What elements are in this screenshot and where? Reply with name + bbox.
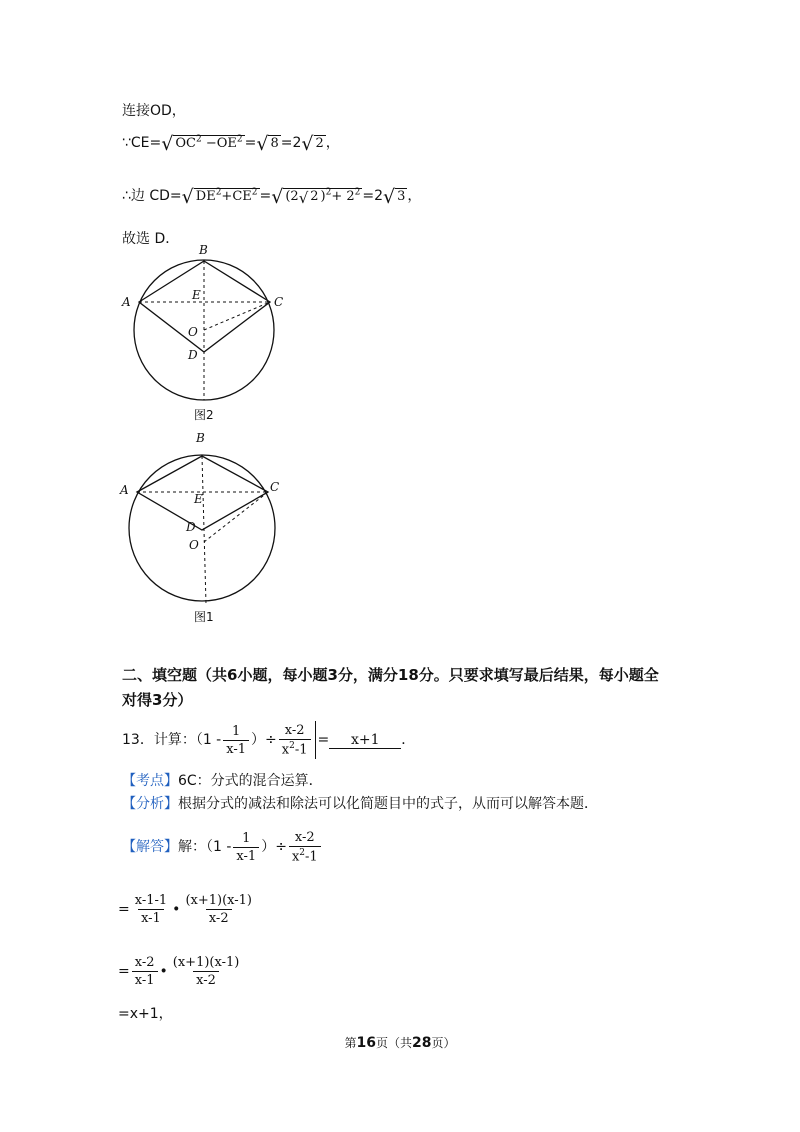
den-exp: 2: [299, 848, 306, 858]
term-oe: OE: [216, 136, 237, 151]
kaodian-tag: 【考点】: [122, 773, 178, 789]
fenxi-tag: 【分析】: [122, 796, 178, 812]
fraction-numerator: x-1-1: [134, 893, 168, 908]
radical-sign: √: [256, 133, 269, 155]
footer-post: 页）: [431, 1036, 456, 1050]
comma: ，: [325, 135, 340, 151]
footer-page-number: 16: [356, 1035, 376, 1051]
fig1-circle: [129, 455, 275, 601]
radical-sign: √: [383, 186, 396, 208]
equals: =: [244, 135, 257, 151]
step-1: [118, 893, 257, 926]
radicand-expansion: [283, 187, 362, 207]
q13-fraction-2: [279, 723, 311, 757]
radicand-oc-oe: $OC^2 -OE^2$: [175, 134, 243, 151]
fraction-denominator: x-2: [206, 909, 232, 926]
text-line-connect-od: 连接OD，: [122, 103, 186, 119]
fraction-denominator: x-2: [193, 971, 219, 988]
footer-mid: 页（共: [375, 1036, 412, 1050]
step1-fraction-1: [132, 893, 170, 926]
step1-dot: •: [172, 901, 181, 918]
step2-equals: =: [118, 963, 130, 980]
fig2-label-e: E: [192, 288, 201, 302]
radicand-3: 3: [397, 189, 406, 204]
fig1-dashed-oc: [204, 492, 268, 542]
step-2: [118, 955, 244, 988]
fraction-denominator: x-1: [138, 909, 164, 926]
exp-2: 2: [325, 187, 332, 198]
radicand-de-ce: $DE^2+CE^2$: [195, 187, 258, 204]
term-oc: OC: [175, 136, 196, 151]
exp-2: 2: [251, 187, 258, 198]
page-footer: [0, 1034, 800, 1051]
formula-cd: [122, 185, 421, 207]
fig1-label-e: E: [194, 492, 203, 506]
fig2-caption: 图2: [194, 408, 214, 422]
fraction-denominator: [279, 739, 311, 757]
radical-sign: √: [271, 186, 284, 208]
fig2-label-a: A: [122, 295, 131, 309]
formula-ce-prefix: ∵CE=: [122, 135, 162, 151]
fraction-numerator: (x+1)(x-1): [172, 955, 240, 970]
den-base: x: [281, 742, 290, 758]
fenxi-line: [122, 793, 598, 813]
radicand-8: 8: [270, 136, 279, 151]
jieda-fraction-1: [233, 831, 259, 864]
question-13: [122, 721, 415, 759]
den-base: x: [291, 849, 300, 865]
footer-pre: 第: [344, 1036, 357, 1050]
figure-2: [118, 240, 288, 425]
fenxi-text: 根据分式的减法和除法可以化简题目中的式子，从而可以解答本题．: [178, 796, 598, 812]
fraction-numerator: x-2: [284, 722, 305, 738]
equals: =: [259, 188, 272, 204]
exp-2: 2: [354, 187, 361, 198]
q13-end: ．: [401, 732, 416, 748]
step2-fraction-1: [132, 955, 158, 988]
radical-sign: √: [298, 189, 309, 207]
equals-2: =2: [280, 135, 302, 151]
radical-sign: √: [161, 133, 174, 155]
fig1-label-d: D: [186, 520, 196, 534]
jieda-divide: ）÷: [261, 839, 287, 856]
fraction-denominator: x-1: [132, 971, 158, 988]
step1-fraction-2: [182, 893, 255, 926]
step-3: =x+1，: [118, 1006, 173, 1022]
step1-equals: =: [118, 901, 130, 918]
fig2-label-b: B: [199, 243, 208, 257]
radical-sign: √: [181, 186, 194, 208]
q13-fraction-1: [223, 724, 249, 757]
section-heading-line2: 对得3分）: [122, 691, 193, 709]
inner-open: (2: [285, 189, 299, 204]
inner-close: ): [320, 189, 326, 204]
q13-divider-bar: [315, 721, 316, 759]
fig2-label-o: O: [188, 325, 198, 339]
fig2-label-c: C: [274, 295, 284, 309]
fraction-numerator: x-2: [294, 830, 315, 845]
fraction-denominator: x-1: [223, 740, 249, 757]
q13-answer-blank: x+1: [329, 732, 401, 749]
term-de: DE: [195, 189, 216, 204]
exp-2: 2: [195, 134, 202, 145]
den-rest: -1: [305, 849, 318, 865]
q13-equals: =: [317, 732, 330, 748]
fraction-numerator: 1: [231, 723, 241, 739]
jieda-tag: 【解答】: [122, 839, 178, 856]
comma: ，: [407, 188, 422, 204]
fig2-dashed-oc: [204, 302, 270, 330]
fraction-denominator: [289, 846, 321, 864]
exp-2: 2: [236, 134, 243, 145]
step2-fraction-2: [170, 955, 243, 988]
jieda-fraction-2: [289, 830, 321, 864]
fig1-label-o: O: [189, 538, 199, 552]
jieda-text: 解：（1 -: [178, 839, 232, 856]
kaodian-text: 6C：分式的混合运算．: [178, 773, 323, 789]
kaodian-line: [122, 770, 323, 790]
fraction-numerator: (x+1)(x-1): [185, 893, 252, 908]
text-line-choose-d: 故选 D．: [122, 231, 180, 247]
step2-dot: •: [159, 963, 168, 980]
term-ce: CE: [232, 189, 252, 204]
fig1-label-a: A: [120, 483, 129, 497]
q13-divide: ）÷: [251, 732, 277, 748]
q13-prefix: 13．计算：（1 -: [122, 732, 222, 748]
den-exp: 2: [289, 740, 295, 751]
section-heading-line1: 二、填空题（共6小题，每小题3分，满分18分。只要求填写最后结果，每小题全: [122, 666, 659, 684]
fraction-numerator: x-2: [134, 955, 155, 970]
radical-sign: √: [301, 133, 314, 155]
fig1-label-b: B: [196, 431, 205, 445]
figure-1: [118, 428, 288, 628]
fig2-label-d: D: [188, 348, 198, 362]
footer-total-pages: 28: [412, 1035, 432, 1051]
formula-ce: [122, 132, 340, 154]
jieda-line: [122, 830, 323, 864]
fig1-caption: 图1: [194, 610, 214, 624]
radicand-2: 2: [315, 136, 324, 151]
inner-radicand-2: 2: [310, 189, 319, 204]
fraction-numerator: 1: [242, 830, 251, 846]
equals-2: =2: [362, 188, 384, 204]
plus-2: + 2: [331, 189, 355, 204]
formula-cd-prefix: ∴边 CD=: [122, 188, 182, 204]
den-rest: -1: [294, 742, 308, 758]
fraction-denominator: x-1: [233, 847, 259, 864]
fig1-label-c: C: [270, 480, 280, 494]
exp-2: 2: [215, 187, 222, 198]
